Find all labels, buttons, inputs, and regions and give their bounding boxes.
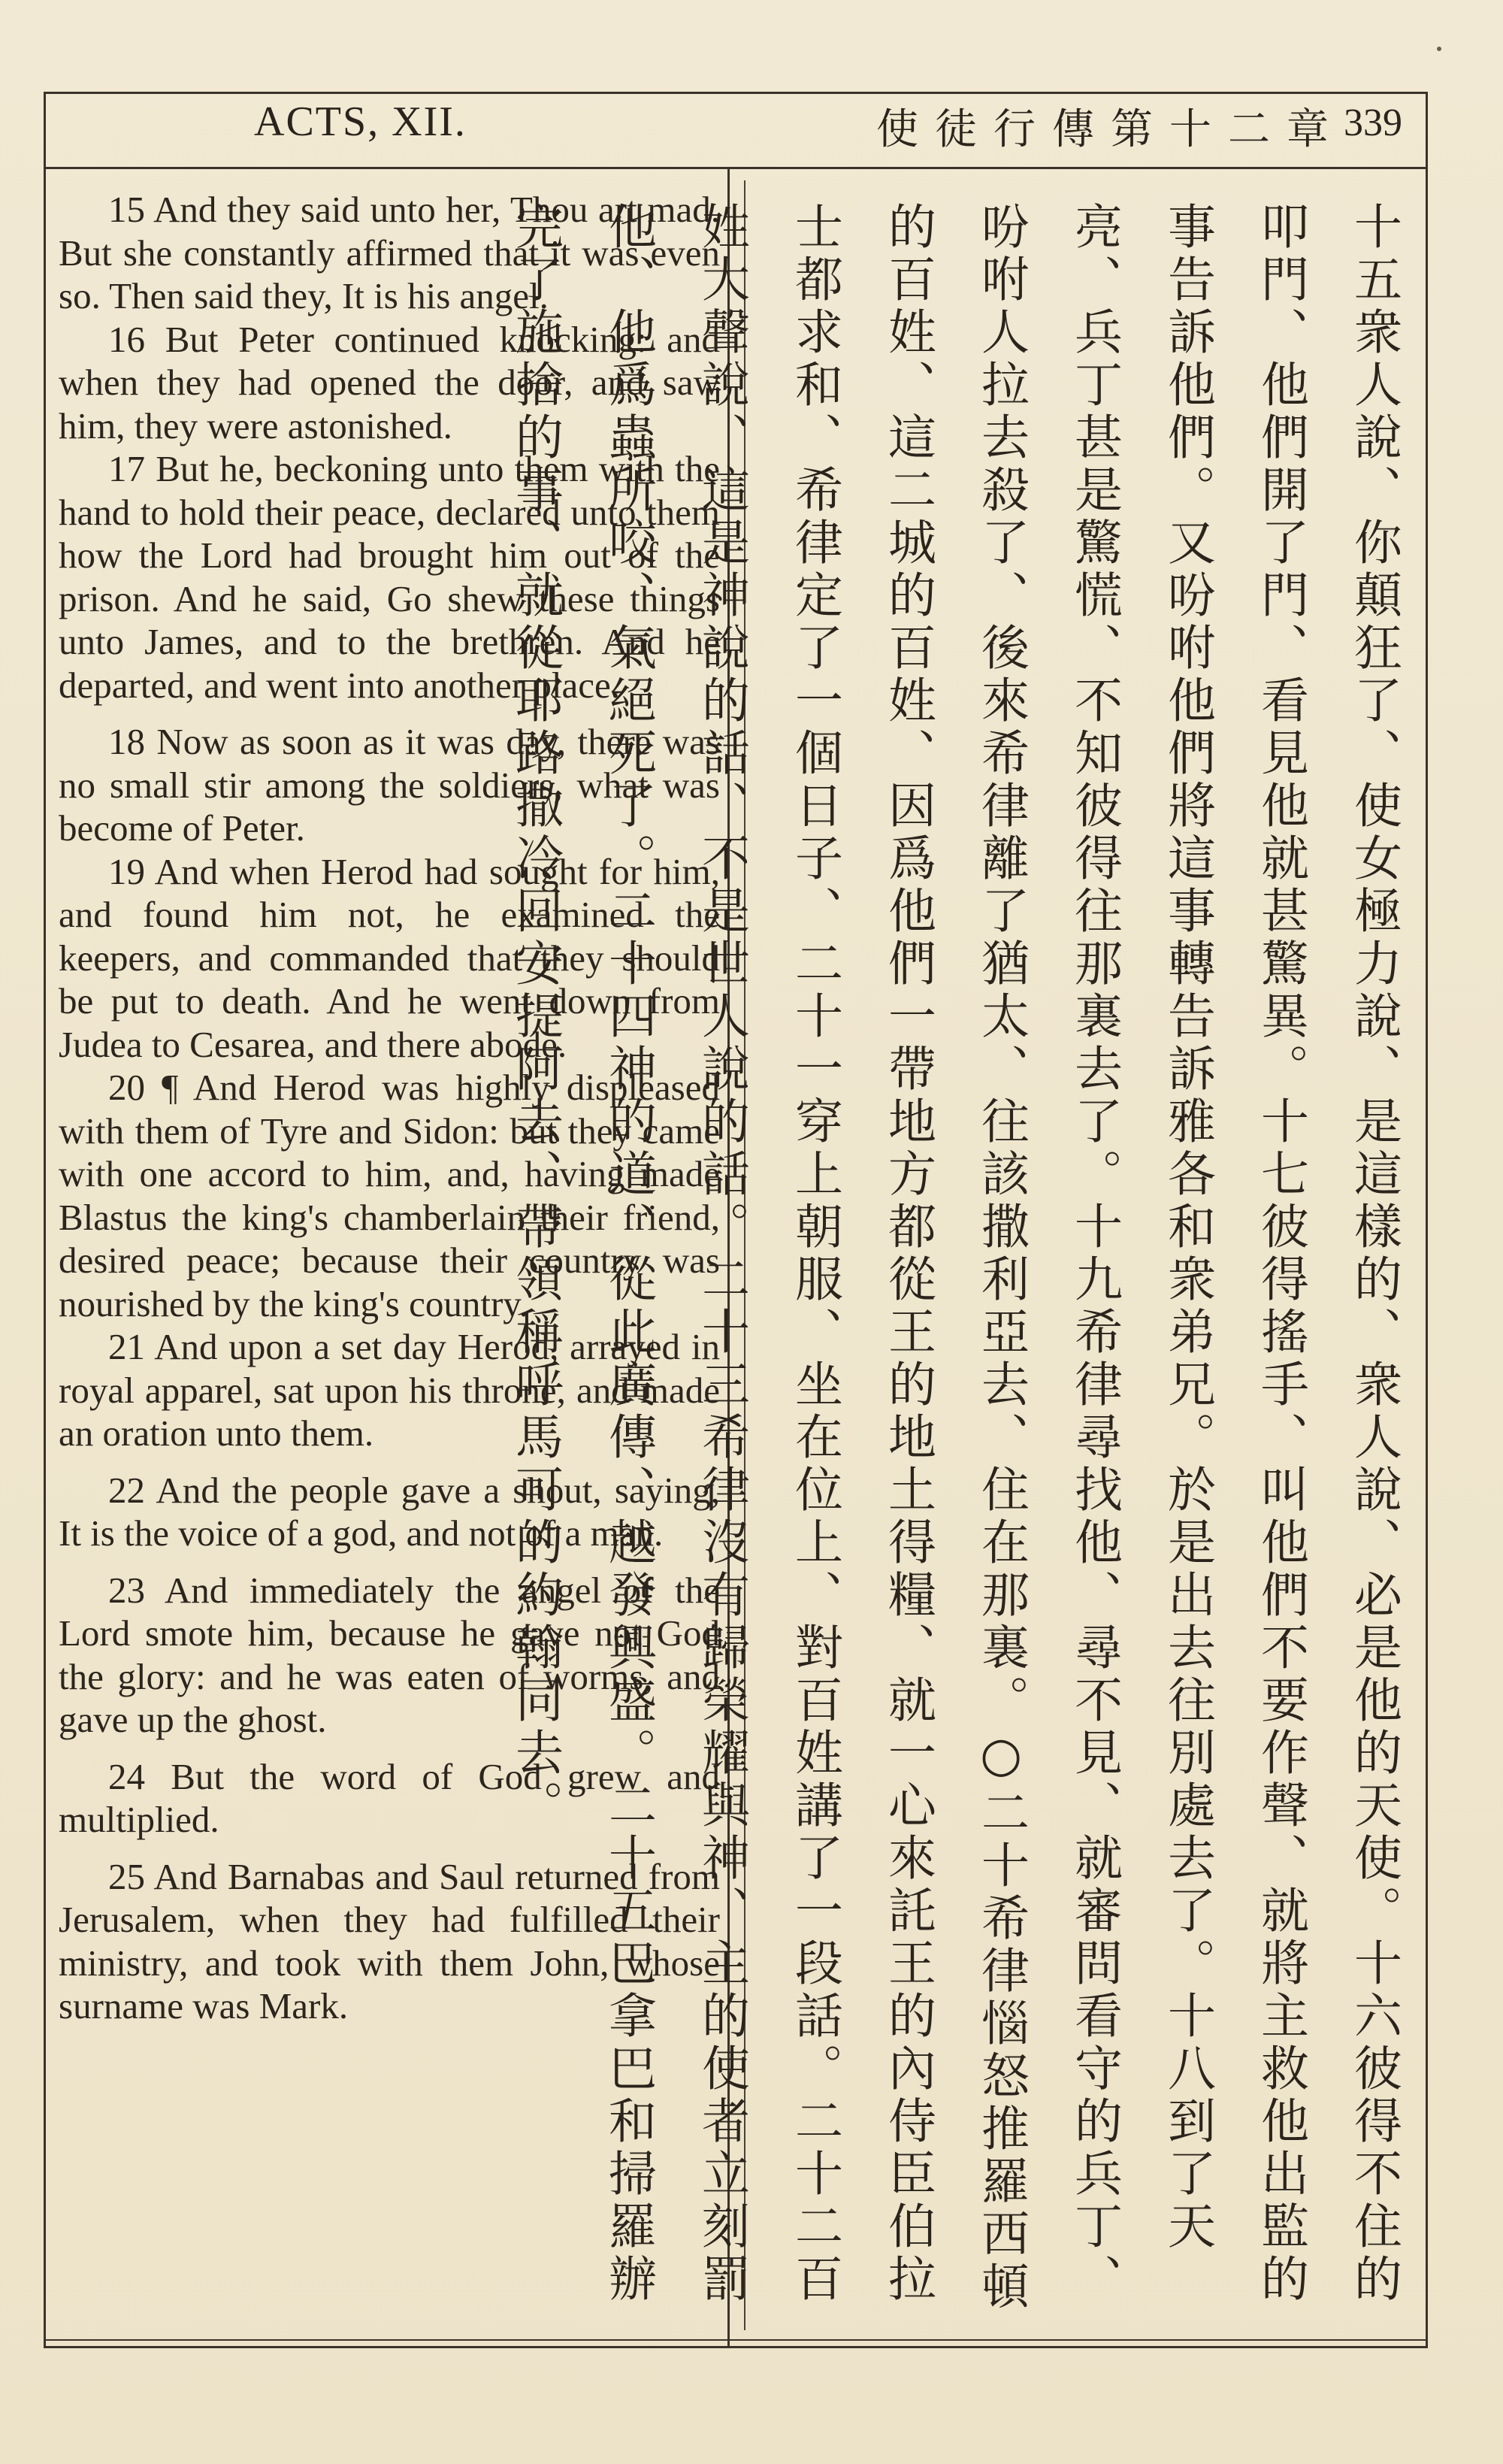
english-running-head: ACTS, XII.: [254, 98, 467, 145]
verse-17: 17 But he, beckoning unto them with the hand to hold their peace, declared unto them how the Lord had brought him out of the prison. And he said, Go shew these things unto James, and to the brethren. And he departed, and went into another place.: [59, 448, 720, 706]
page-number: 339: [1344, 101, 1402, 144]
verse-21: 21 And upon a set day Herod, arrayed in royal apparel, sat upon his throne, and made an oration unto them.: [59, 1326, 720, 1454]
chinese-text: 十五衆人說、你顛狂了、使女極力說、是這樣的、衆人說、必是他的天使。十六彼得不住的叩門、他們開了門、看見他就甚驚異。十七彼得搖手、叫他們不要作聲、就將主救他出監的事告訴他們。又吩咐他們將這事轉告訴雅各和衆弟兄。於是出去往別處去了。十八到了天亮、兵丁甚是驚慌、不知彼得往那裏去了。十九希律尋找他、尋不見、就審問看守的兵丁、吩咐人拉去殺了、後來希律離了猶太、往該撒利亞去、住在那裏。○二十希律惱怒推羅西頓的百姓、這二城的百姓、因爲他們一帶地方都從王的地土得糧、就一心來託王的內侍臣伯拉士都求和、希律定了一個日子、二十一穿上朝服、坐在位上、對百姓講了一段話。二十二百姓大聲說、這是神說的話、不是世人說的話。二十三希律沒有歸榮耀與神、主的使者立刻罰他、他爲蟲所咬、氣絕死了。二十四神的道、從此廣傳、越發興盛。二十五巴拿巴和掃羅辦完了施捨的事、就從耶路撒冷回安提阿去、帶領稱呼馬可的約翰同去。: [507, 201, 1402, 2314]
verse-20: 20 ¶ And Herod was highly displeased with them of Tyre and Sidon: but they came with one accord to him, and, having made Blastus the king's chamberlain their friend, desired peace; because their country was nourished by the king's country.: [59, 1067, 720, 1324]
chinese-running-head: 使徒行傳第十二章: [876, 105, 1345, 154]
verse-18: 18 Now as soon as it was day, there was no small stir among the soldiers, what was become of Peter.: [59, 721, 720, 849]
verse-23: 23 And immediately the angel of the Lord smote him, because he gave not God the glory: and he was eaten of worms, and gave up the ghost.: [59, 1569, 720, 1740]
verse-15: 15 And they said unto her, Thou art mad. But she constantly affirmed that it was even so. Then said they, It is his angel.: [59, 189, 720, 316]
verse-22: 22 And the people gave a shout, saying, It is the voice of a god, and not of a man.: [59, 1469, 720, 1554]
verse-16: 16 But Peter continued knocking: and when they had opened the door, and saw him, they were astonished.: [59, 318, 720, 446]
bottom-rule: [44, 2339, 1428, 2341]
verse-25: 25 And Barnabas and Saul returned from Jerusalem, when they had fulfilled their ministry, and took with them John, whose surname was Mark.: [59, 1855, 720, 2027]
header-rule: [44, 167, 1428, 169]
verse-24: 24 But the word of God grew and multiplied.: [59, 1755, 720, 1840]
chinese-column: [507, 201, 1420, 2321]
verse-19: 19 And when Herod had sought for him, and found him not, he examined the keepers, and commanded that they should be put to death. And he went down from Judea to Cesarea, and there abode.: [59, 850, 720, 1065]
ink-speck: [1437, 47, 1441, 51]
